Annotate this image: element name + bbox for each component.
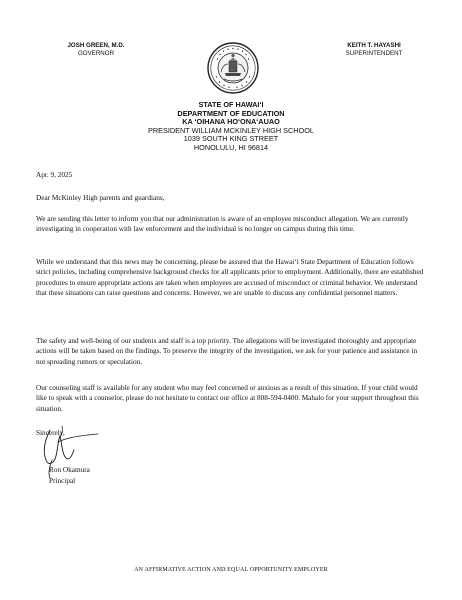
signer-title: Principal xyxy=(49,477,76,485)
governor-title: GOVERNOR xyxy=(77,49,115,57)
hawaiian-department-name: KA ‘OIHANA HO‘ONA‘AUAO xyxy=(182,117,280,127)
footer-equal-opportunity: AN AFFIRMATIVE ACTION AND EQUAL OPPORTUNITY EMPLOYER xyxy=(134,567,328,573)
school-street: 1039 SOUTH KING STREET xyxy=(183,134,279,144)
closing: Sincerely, xyxy=(36,429,65,437)
school-city: HONOLULU, HI 96814 xyxy=(193,142,269,152)
state-name: STATE OF HAWAI‘I xyxy=(198,100,264,109)
paragraph-safety: The safety and well-being of our students and staff is a top priority. The allegations will be investigated thoroughly and appropriate actions will be taken based on the findings. To preserve the integrity of the investigation, we ask for your patience and assistance in not spreading rumors or speculation. xyxy=(36,337,418,366)
letterhead-agency xyxy=(100,101,362,153)
letter-date: Apr. 9, 2025 xyxy=(36,171,73,179)
state-of-hawaii-seal-icon xyxy=(207,42,259,94)
signer-name: Ron Okamura xyxy=(49,466,90,474)
superintendent-title: SUPERINTENDENT xyxy=(345,49,403,57)
paragraph-counseling: Our counseling staff is available for any student who may feel concerned or anxious as a result of this situation. If your child would like to speak with a counselor, please do not hesitate to contact our office at 808-594-0400. Mahalo for your support throughout this situation. xyxy=(36,384,419,413)
superintendent-name: KEITH T. HAYASHI xyxy=(347,42,401,49)
governor-block xyxy=(58,42,134,57)
department-name: DEPARTMENT OF EDUCATION xyxy=(177,108,285,118)
school-name: PRESIDENT WILLIAM MCKINLEY HIGH SCHOOL xyxy=(148,125,314,135)
handwritten-signature-icon xyxy=(36,420,100,480)
superintendent-block xyxy=(336,42,412,57)
salutation: Dear McKinley High parents and guardians, xyxy=(36,194,165,202)
governor-name: JOSH GREEN, M.D. xyxy=(67,42,125,49)
paragraph-notice: We are sending this letter to inform you that our administration is aware of an employee misconduct allegation. We are currently investigating in cooperation with law enforcement and the individual is no longer on campus during this time. xyxy=(36,215,409,234)
paragraph-policies: While we understand that this news may be concerning, please be assured that the Hawai‘i State Department of Education follows strict policies, including comprehensive background checks for all applicants prior to employment. Additionally, there are established procedures to ensure appropriate actions are taken when employees are accused of misconduct or criminal behavior. We understand that these situations can raise questions and concerns. However, we are unable to discuss any confidential personnel matters. xyxy=(36,258,424,298)
